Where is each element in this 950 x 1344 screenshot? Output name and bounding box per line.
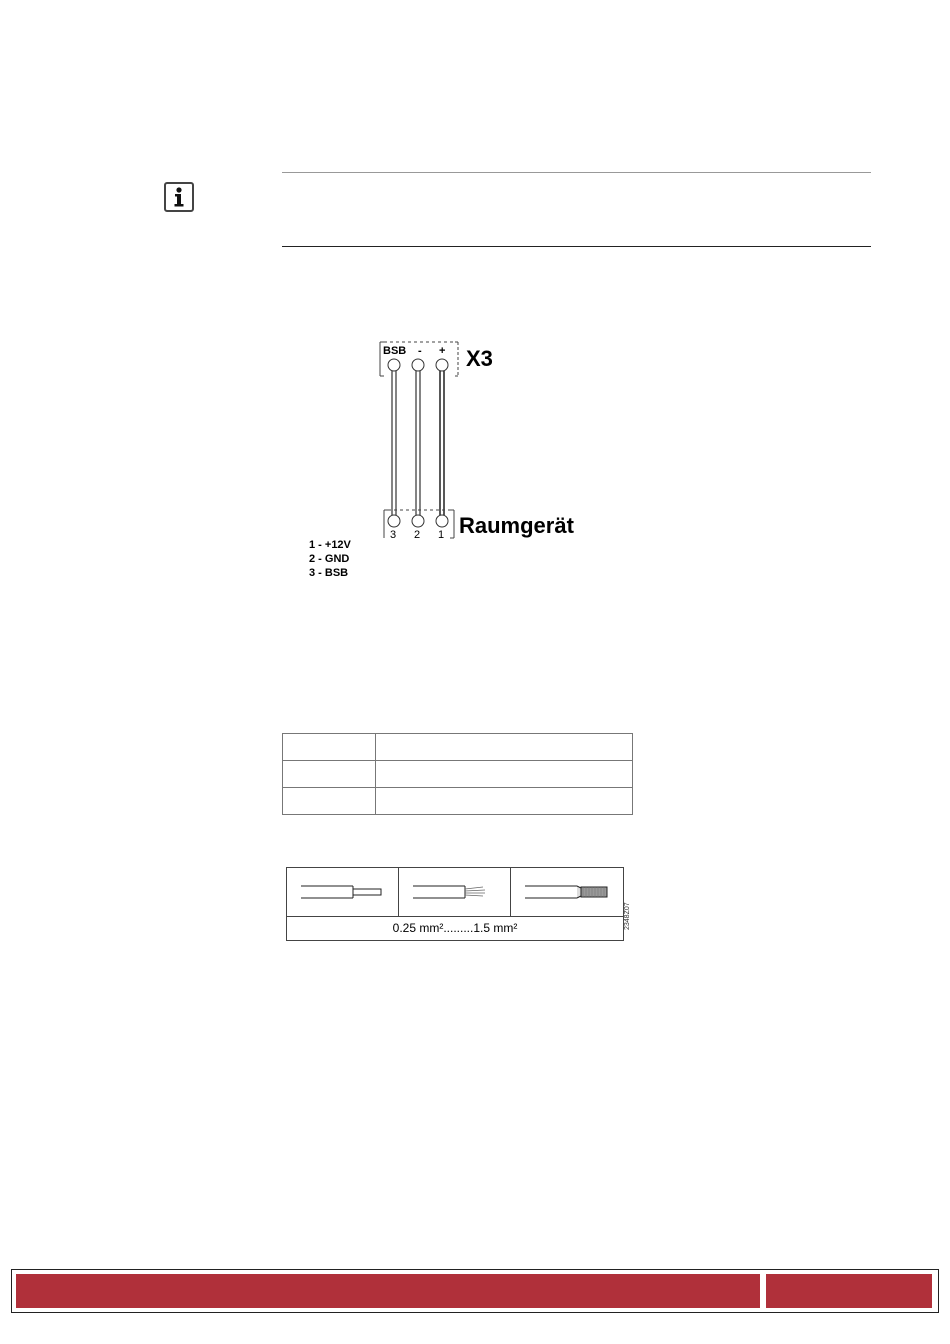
note-top-rule (282, 172, 871, 173)
solid-wire-icon (287, 868, 399, 916)
legend-item: 2 - GND (309, 553, 350, 565)
spec-table (282, 733, 633, 815)
room-pin-label-1: 1 (438, 529, 445, 541)
footer-bar-main (16, 1274, 760, 1308)
x3-pin-label-plus: + (439, 345, 446, 357)
table-cell (376, 788, 633, 815)
figure-code: 2348Z07 (624, 902, 631, 930)
legend-item: 1 - +12V (309, 539, 351, 551)
pin-legend (309, 538, 351, 580)
note-bottom-rule (282, 246, 871, 247)
info-icon (164, 182, 194, 212)
table-row (283, 788, 633, 815)
stranded-wire-icon (399, 868, 511, 916)
x3-terminal-label: X3 (466, 346, 493, 371)
room-unit-label: Raumgerät (459, 513, 574, 538)
x3-pin-label-minus: - (418, 345, 422, 357)
table-cell (283, 788, 376, 815)
table-row (283, 761, 633, 788)
x3-pin-minus-terminal (412, 359, 424, 371)
table-row (283, 734, 633, 761)
cross-section-range: 0.25 mm².........1.5 mm² (287, 916, 623, 940)
room-pin-2-terminal (412, 515, 424, 527)
table-cell (376, 761, 633, 788)
table-cell (283, 734, 376, 761)
room-pin-1-terminal (436, 515, 448, 527)
room-pin-label-2: 2 (414, 529, 421, 541)
ferrule-wire-icon (511, 868, 623, 916)
table-cell (283, 761, 376, 788)
legend-item: 3 - BSB (309, 567, 349, 579)
room-pin-3-terminal (388, 515, 400, 527)
x3-pin-plus-terminal (436, 359, 448, 371)
x3-pin-bsb-terminal (388, 359, 400, 371)
footer-bar-page (766, 1274, 932, 1308)
x3-pin-label-bsb: BSB (383, 345, 407, 357)
table-cell (376, 734, 633, 761)
page-footer (11, 1269, 939, 1313)
wire-cross-section-figure (286, 867, 624, 941)
room-pin-label-3: 3 (390, 529, 397, 541)
